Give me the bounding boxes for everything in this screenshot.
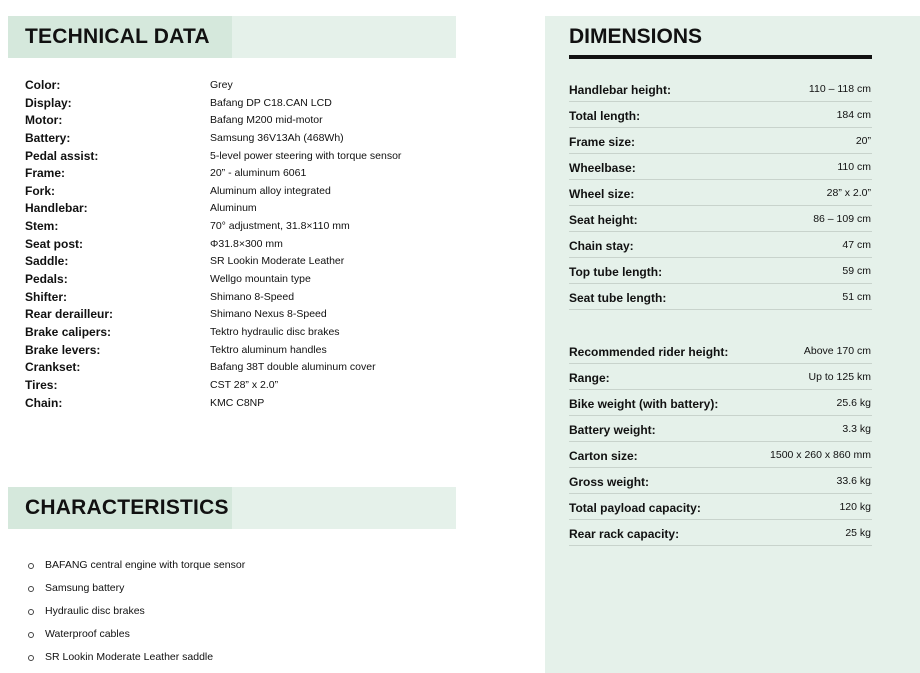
spec-label: Saddle:	[25, 254, 69, 269]
spec-value: Wellgo mountain type	[210, 273, 311, 286]
dimensions-list-secondary	[569, 338, 872, 546]
spec-row	[25, 359, 455, 377]
circle-bullet-icon	[28, 609, 34, 615]
technical-data-title: TECHNICAL DATA	[25, 25, 210, 48]
dimensions-title: DIMENSIONS	[569, 25, 703, 48]
spec-row	[25, 77, 455, 95]
dimension-label: Seat height:	[569, 213, 638, 227]
circle-bullet-icon	[28, 586, 34, 592]
dimension-value: 1500 x 260 x 860 mm	[770, 449, 871, 461]
list-item-text: SR Lookin Moderate Leather saddle	[45, 651, 214, 663]
dimension-label: Wheel size:	[569, 187, 635, 201]
spec-value: Φ31.8×300 mm	[210, 237, 283, 250]
dimension-value: 110 – 118 cm	[808, 83, 871, 95]
spec-row	[25, 200, 455, 218]
dimension-row	[569, 468, 872, 494]
dimension-label: Frame size:	[569, 135, 636, 149]
spec-row	[25, 183, 455, 201]
dimension-value: 33.6 kg	[836, 475, 871, 487]
dimension-row	[569, 180, 872, 206]
spec-row	[25, 218, 455, 236]
spec-label: Battery:	[25, 130, 71, 145]
dimension-label: Seat tube length:	[569, 291, 667, 305]
dimension-value: 3.3 kg	[842, 423, 871, 435]
dimension-row	[569, 258, 872, 284]
spec-row	[25, 289, 455, 307]
technical-data-header	[8, 16, 456, 58]
spec-label: Pedals:	[25, 272, 68, 287]
spec-row	[25, 165, 455, 183]
spec-label: Crankset:	[25, 360, 81, 375]
dimension-row	[569, 284, 872, 310]
spec-value: 5-level power steering with torque sensor	[210, 149, 402, 162]
dimension-value: 20”	[855, 135, 871, 147]
dimension-value: Above 170 cm	[803, 345, 871, 357]
spec-label: Seat post:	[25, 236, 84, 251]
spec-row	[25, 112, 455, 130]
spec-row	[25, 342, 455, 360]
spec-label: Color:	[25, 78, 61, 92]
spec-value: Tektro aluminum handles	[210, 343, 327, 356]
dimension-label: Top tube length:	[569, 265, 663, 279]
dimension-value: 184 cm	[836, 109, 871, 121]
characteristics-title: CHARACTERISTICS	[25, 496, 229, 519]
dimension-row	[569, 206, 872, 232]
dimension-row	[569, 364, 872, 390]
dimension-value: 47 cm	[842, 239, 871, 251]
dimension-row	[569, 232, 872, 258]
spec-label: Brake calipers:	[25, 324, 112, 339]
spec-label: Tires:	[25, 377, 58, 392]
spec-value: Bafang DP C18.CAN LCD	[210, 96, 332, 109]
spec-value: Aluminum	[210, 202, 257, 215]
spec-value: Samsung 36V13Ah (468Wh)	[210, 131, 344, 144]
spec-value: SR Lookin Moderate Leather	[210, 255, 345, 268]
dimension-row	[569, 338, 872, 364]
circle-bullet-icon	[28, 655, 34, 661]
dimension-row	[569, 390, 872, 416]
dimension-value: 120 kg	[839, 501, 871, 513]
dimension-label: Rear rack capacity:	[569, 527, 680, 541]
spec-label: Display:	[25, 95, 72, 110]
characteristics-header	[8, 487, 456, 529]
dimension-row	[569, 442, 872, 468]
dimension-value: 110 cm	[837, 161, 871, 173]
dimension-row	[569, 102, 872, 128]
list-item-text: Samsung battery	[45, 582, 125, 594]
spec-row	[25, 271, 455, 289]
spec-row	[25, 95, 455, 113]
circle-bullet-icon	[28, 632, 34, 638]
dimension-value: 51 cm	[842, 291, 871, 303]
spec-value: Shimano Nexus 8-Speed	[210, 308, 327, 321]
spec-label: Handlebar:	[25, 201, 88, 216]
spec-value: Bafang 38T double aluminum cover	[210, 361, 376, 374]
spec-value: 20” - aluminum 6061	[210, 167, 307, 180]
spec-label: Stem:	[25, 219, 59, 234]
dimension-value: 86 – 109 cm	[813, 213, 871, 225]
dimension-value: 25.6 kg	[836, 397, 871, 409]
spec-value: CST 28” x 2.0”	[210, 378, 279, 391]
spec-value: Bafang M200 mid-motor	[210, 114, 323, 127]
spec-label: Motor:	[25, 113, 63, 128]
dimension-row	[569, 494, 872, 520]
dimension-label: Total length:	[569, 109, 641, 123]
dimension-row	[569, 154, 872, 180]
spec-value: Tektro hydraulic disc brakes	[210, 325, 340, 338]
dimension-label: Carton size:	[569, 449, 638, 463]
spec-label: Chain:	[25, 395, 63, 410]
dimension-row	[569, 520, 872, 546]
dimension-label: Gross weight:	[569, 475, 650, 489]
dimension-label: Chain stay:	[569, 239, 634, 253]
spec-value: 70° adjustment, 31.8×110 mm	[210, 220, 350, 233]
dimension-value: 25 kg	[845, 527, 871, 539]
spec-row	[25, 148, 455, 166]
dimensions-panel	[545, 16, 920, 673]
spec-label: Shifter:	[25, 289, 67, 304]
dimensions-list-primary	[569, 76, 872, 310]
spec-row	[25, 130, 455, 148]
spec-row	[25, 395, 455, 413]
dimension-row	[569, 416, 872, 442]
dimension-value: Up to 125 km	[808, 371, 871, 383]
technical-data-list	[25, 77, 455, 412]
title-divider	[569, 55, 872, 59]
list-item-text: BAFANG central engine with torque sensor	[45, 559, 246, 571]
dimension-row	[569, 76, 872, 102]
dimension-label: Handlebar height:	[569, 83, 672, 97]
dimension-label: Wheelbase:	[569, 161, 636, 175]
dimension-label: Bike weight (with battery):	[569, 397, 719, 411]
dimension-label: Recommended rider height:	[569, 345, 729, 359]
spec-value: KMC C8NP	[210, 396, 265, 409]
dimension-label: Battery weight:	[569, 423, 656, 437]
spec-row	[25, 377, 455, 395]
spec-label: Brake levers:	[25, 342, 101, 357]
dimension-label: Range:	[569, 371, 610, 385]
dimension-label: Total payload capacity:	[569, 501, 701, 515]
spec-row	[25, 236, 455, 254]
spec-label: Frame:	[25, 166, 66, 181]
spec-value: Shimano 8-Speed	[210, 290, 295, 303]
circle-bullet-icon	[28, 563, 34, 569]
spec-label: Fork:	[25, 183, 55, 198]
spec-label: Pedal assist:	[25, 148, 99, 163]
dimension-value: 28” x 2.0”	[826, 187, 871, 199]
dimension-row	[569, 128, 872, 154]
spec-value: Grey	[210, 79, 233, 91]
spec-row	[25, 253, 455, 271]
spec-row	[25, 306, 455, 324]
spec-value: Aluminum alloy integrated	[210, 184, 331, 197]
spec-label: Rear derailleur:	[25, 307, 114, 322]
list-item-text: Waterproof cables	[45, 628, 130, 640]
dimension-value: 59 cm	[842, 265, 871, 277]
spec-row	[25, 324, 455, 342]
list-item-text: Hydraulic disc brakes	[45, 605, 145, 617]
